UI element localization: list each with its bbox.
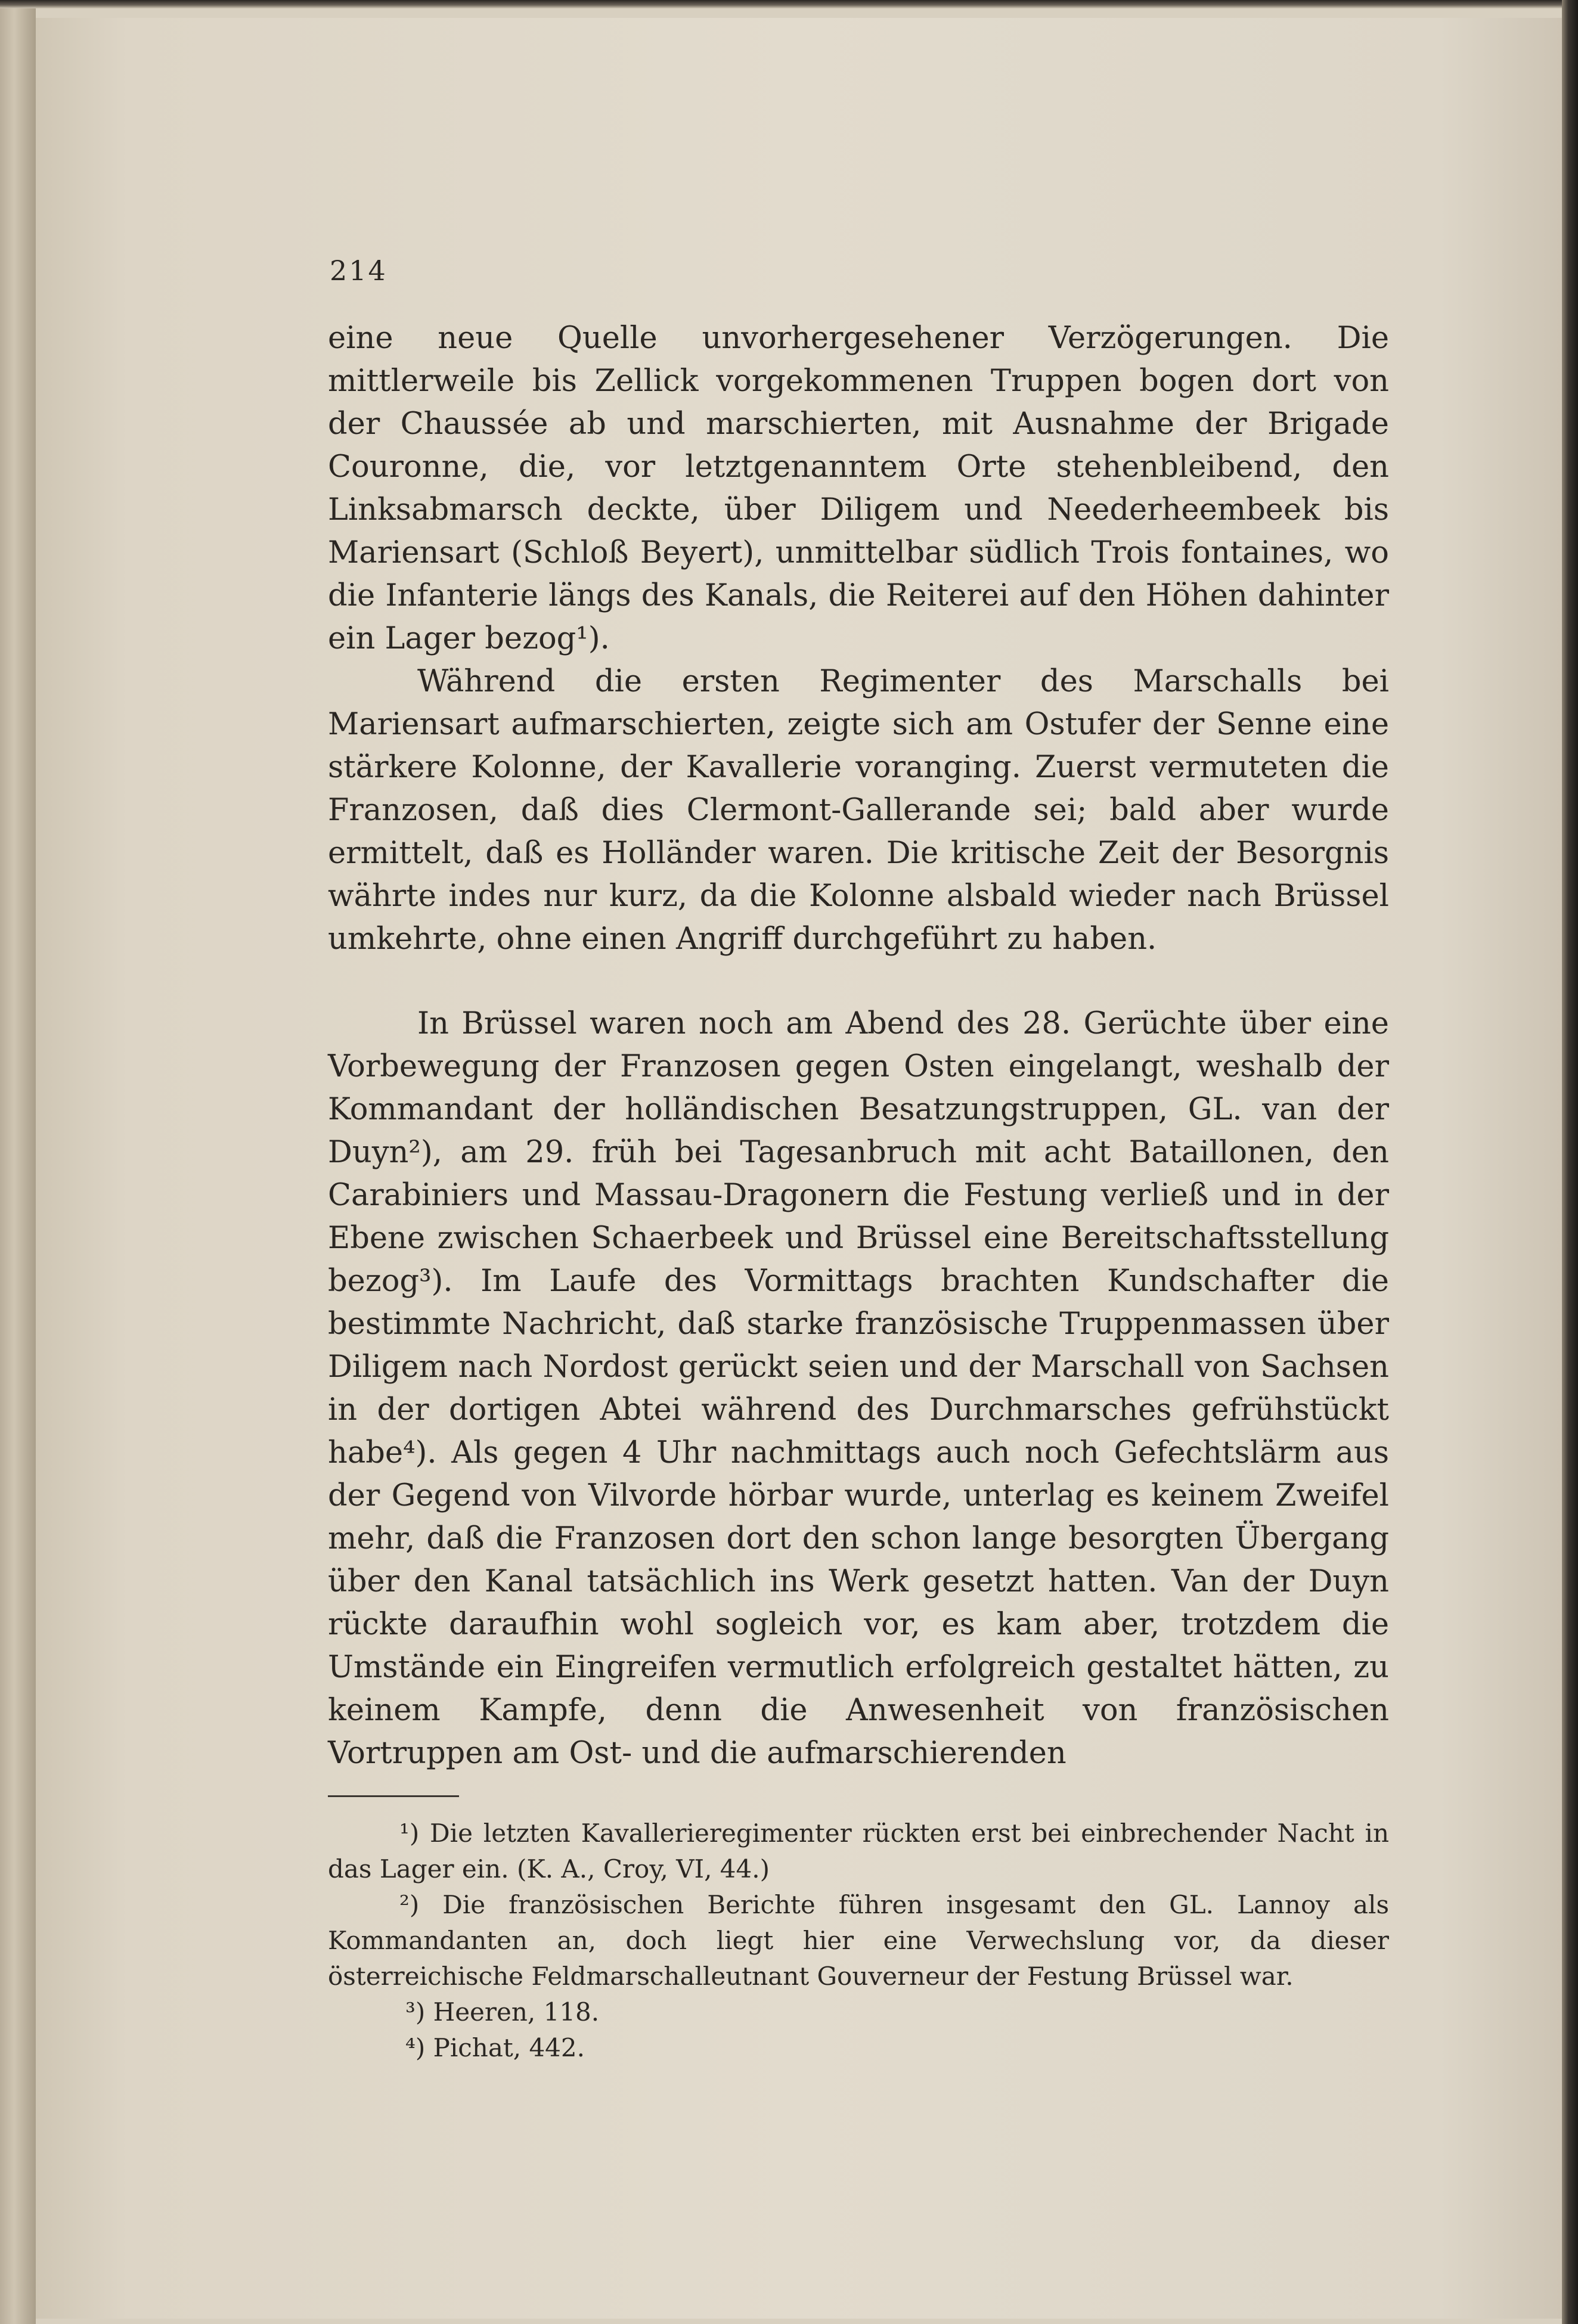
footnote: ³) Heeren, 118.	[405, 1997, 600, 2027]
paragraph: Während die ersten Regimenter des Marschalls bei Mariensart aufmarschierten, zeigte sich am Ostufer der Senne eine stärkere Kolonne, der Kavallerie voranging. Zuerst vermuteten die Franzosen, daß dies Clermont-Gallerande sei; bald aber wurde ermittelt, daß es Holländer waren. Die kritische Zeit der Besorgnis währte indes nur kurz, da die Kolonne alsbald wieder nach Brüssel umkehrte, ohne einen Angriff durchgeführt zu haben.	[328, 664, 1389, 957]
footnote: ¹) Die letzten Kavallerieregimenter rückten erst bei einbrechender Nacht in das Lager ein. (K. A., Croy, VI, 44.)	[328, 1819, 1389, 1884]
footnotes	[328, 1816, 1389, 2066]
page-right-edge	[1562, 0, 1578, 2324]
footnote: ²) Die französischen Berichte führen insgesamt den GL. Lannoy als Kommandanten an, doch liegt hier eine Verwechslung vor, da dieser österreichische Feldmarschalleutnant Gouverneur der Festung Brüssel war.	[328, 1890, 1389, 1991]
paragraph: In Brüssel waren noch am Abend des 28. Gerüchte über eine Vorbewegung der Franzosen gegen Osten eingelangt, weshalb der Kommandant der holländischen Besatzungstruppen, GL. van der Duyn²), am 29. früh bei Tagesanbruch mit acht Bataillonen, den Carabiniers und Massau-Dragonern die Festung verließ und in der Ebene zwischen Schaerbeek und Brüssel eine Bereitschaftsstellung bezog³). Im Laufe des Vormittags brachten Kundschafter die bestimmte Nachricht, daß starke französische Truppenmassen über Diligem nach Nordost gerückt seien und der Marschall von Sachsen in der dortigen Abtei während des Durchmarsches gefrühstückt habe⁴). Als gegen 4 Uhr nachmittags auch noch Gefechtslärm aus der Gegend von Vilvorde hörbar wurde, unterlag es keinem Zweifel mehr, daß die Franzosen dort den schon lange besorgten Übergang über den Kanal tatsächlich ins Werk gesetzt hatten. Van der Duyn rückte daraufhin wohl sogleich vor, es kam aber, trotzdem die Umstände ein Eingreifen vermutlich erfolgreich gestaltet hätten, zu keinem Kampfe, denn die Anwesenheit von französischen Vortruppen am Ost- und die aufmarschierenden	[328, 1006, 1389, 1771]
main-text	[328, 317, 1389, 1775]
footnote-separator	[328, 1795, 459, 1797]
page-number: 214	[330, 255, 387, 287]
footnote: ⁴) Pichat, 442.	[405, 2033, 585, 2062]
page-left-edge	[0, 0, 36, 2324]
paragraph: eine neue Quelle unvorhergesehener Verzögerungen. Die mittlerweile bis Zellick vorgekommenen Truppen bogen dort von der Chaussée ab und marschierten, mit Ausnahme der Brigade Couronne, die, vor letztgenanntem Orte stehenbleibend, den Linksabmarsch deckte, über Diligem und Neederheembeek bis Mariensart (Schloß Beyert), unmittelbar südlich Trois fontaines, wo die Infanterie längs des Kanals, die Reiterei auf den Höhen dahinter ein Lager bezog¹).	[328, 321, 1389, 656]
page-top-edge	[0, 0, 1578, 8]
